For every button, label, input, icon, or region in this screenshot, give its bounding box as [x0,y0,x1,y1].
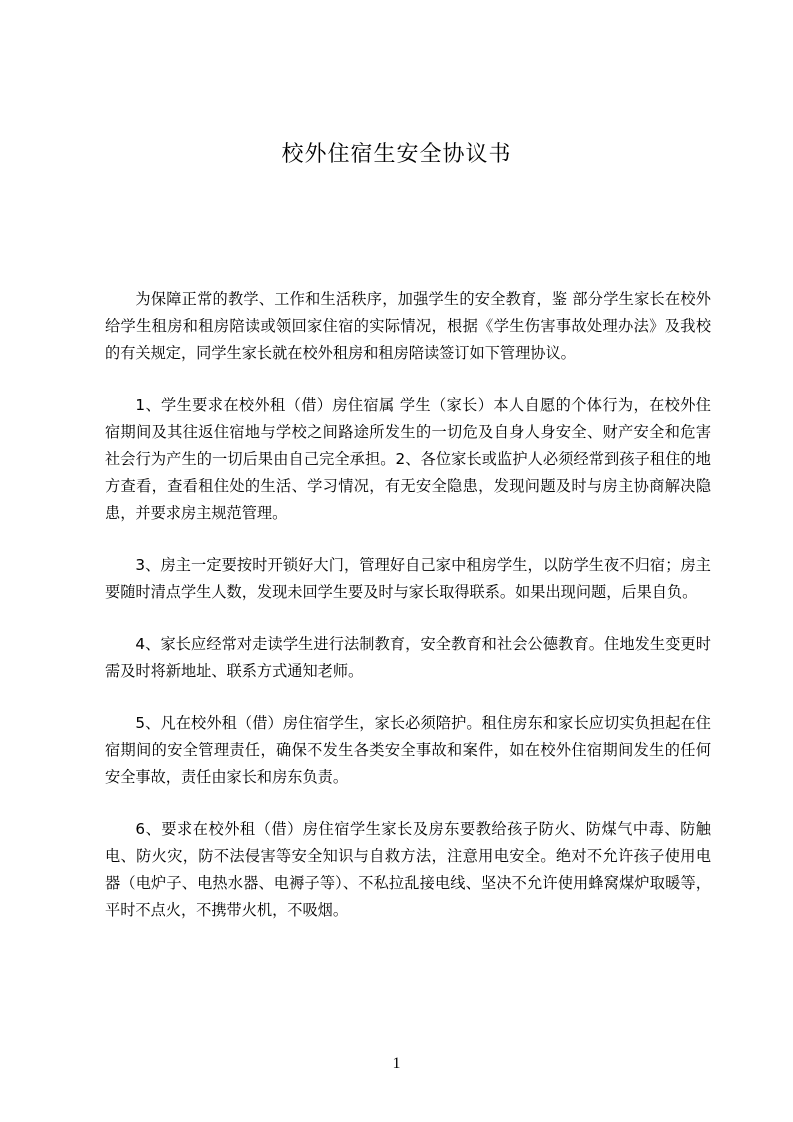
clause-6-paragraph: 6、要求在校外租（借）房住宿学生家长及房东要教给孩子防火、防煤气中毒、防触电、防火灾，防不法侵害等安全知识与自救方法，注意用电安全。绝对不允许孩子使用电器（电炉子、电热水器、电褥子等）、不私拉乱接电线、坚决不允许使用蜂窝煤炉取暖等，平时不点火，不携带火机，不吸烟。 [105,820,711,919]
clause-5-paragraph: 5、凡在校外租（借）房住宿学生，家长必须陪护。租住房东和家长应切实负担起在住宿期间的安全管理责任，确保不发生各类安全事故和案件，如在校外住宿期间发生的任何安全事故，责任由家长和房东负责。 [105,714,711,786]
intro-paragraph: 为保障正常的教学、工作和生活秩序，加强学生的安全教育，鉴 部分学生家长在校外给学生租房和租房陪读或领回家住宿的实际情况，根据《学生伤害事故处理办法》及我校的有关规定，同学生家长就在校外租房和租房陪读签订如下管理协议。 [105,290,711,362]
clause-4-paragraph: 4、家长应经常对走读学生进行法制教育，安全教育和社会公德教育。住地发生变更时需及时将新地址、联系方式通知老师。 [105,635,711,680]
page-number: 1 [392,1055,401,1072]
clause-1-2-paragraph: 1、学生要求在校外租（借）房住宿属 学生（家长）本人自愿的个体行为，在校外住宿期间及其往返住宿地与学校之间路途所发生的一切危及自身人身安全、财产安全和危害社会行为产生的一切后果由自己完全承担。2、各位家长或监护人必须经常到孩子租住的地方查看，查看租住处的生活、学习情况，有无安全隐患，发现问题及时与房主协商解决隐患，并要求房主规范管理。 [105,396,711,522]
clause-3-paragraph: 3、房主一定要按时开锁好大门，管理好自己家中租房学生，以防学生夜不归宿；房主要随时清点学生人数，发现未回学生要及时与家长取得联系。如果出现问题，后果自负。 [105,556,711,601]
document-body [105,286,711,949]
page-title: 校外住宿生安全协议书 [281,142,512,167]
